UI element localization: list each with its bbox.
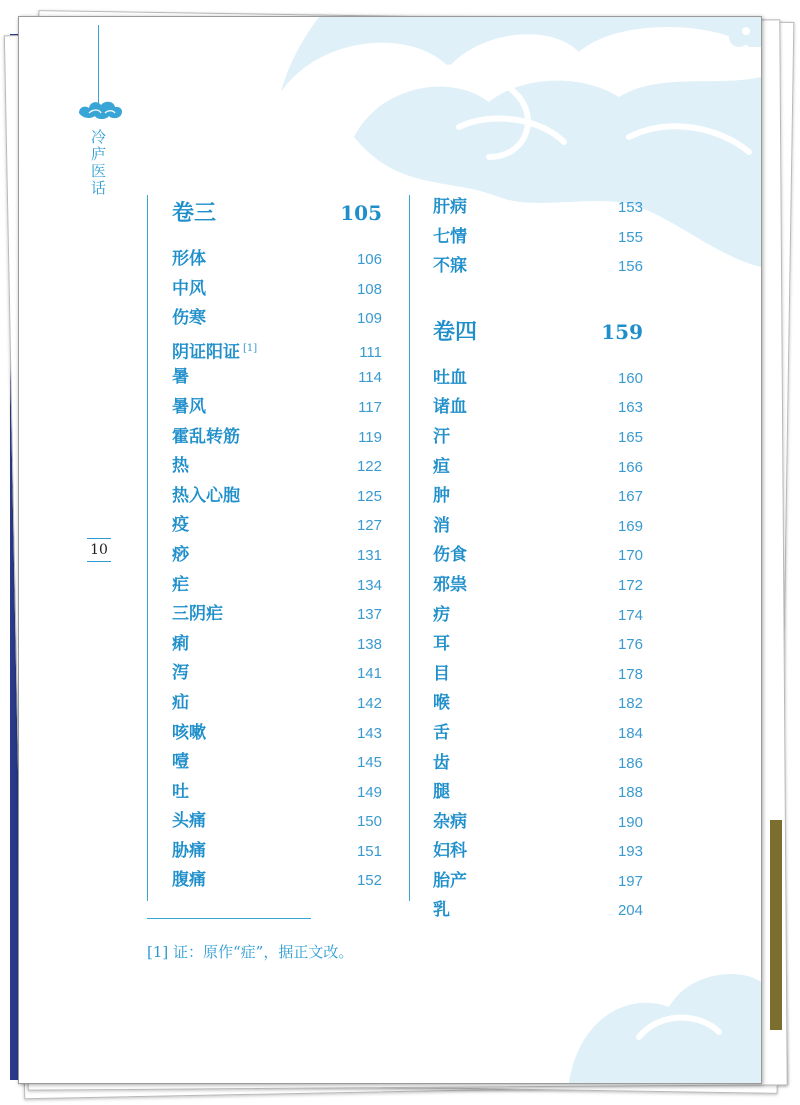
toc-entry-page: 176 (617, 636, 643, 654)
toc-entry-title: 霍乱转筋 (172, 426, 240, 447)
toc-entry[interactable] (433, 630, 643, 660)
toc-entry-title: 疸 (433, 456, 450, 477)
toc-entry[interactable] (433, 393, 643, 423)
toc-entry-title: 消 (433, 515, 450, 536)
toc-entry[interactable] (433, 541, 643, 571)
toc-entry[interactable] (433, 601, 643, 631)
toc-entry-page: 141 (356, 665, 382, 683)
toc-entry[interactable] (433, 749, 643, 779)
cloud-ornament-icon (75, 97, 127, 123)
toc-entry[interactable] (172, 571, 382, 601)
toc-entry[interactable] (433, 423, 643, 453)
running-title: 冷庐医话 (89, 129, 107, 197)
toc-entry[interactable] (433, 837, 643, 867)
toc-entry[interactable] (433, 252, 643, 282)
toc-entry-title: 吐 (172, 781, 189, 802)
toc-entry[interactable] (172, 245, 382, 275)
toc-entry-title: 暑风 (172, 396, 206, 417)
toc-entry-page: 163 (617, 399, 643, 417)
toc-entry-title: 痧 (172, 544, 189, 565)
toc-entry-page: 142 (356, 694, 382, 712)
toc-entry-title: 肿 (433, 486, 450, 507)
toc-entry[interactable] (433, 453, 643, 483)
toc-entry[interactable] (433, 778, 643, 808)
toc-volume-heading[interactable] (172, 193, 382, 245)
toc-entry-page: 111 (359, 344, 382, 362)
toc-entry-page: 197 (617, 872, 643, 890)
toc-entry-page: 167 (617, 488, 643, 506)
toc-entry-title: 暑 (172, 367, 189, 388)
toc-entry-title: 胁痛 (172, 840, 206, 861)
volume-title: 卷四 (433, 318, 478, 345)
toc-entry-page: 165 (617, 428, 643, 446)
toc-entry-title: 七情 (433, 226, 467, 247)
toc-entry-title: 腹痛 (172, 870, 206, 891)
toc-entry-page: 155 (617, 228, 643, 246)
toc-entry-title: 疠 (433, 604, 450, 625)
toc-entry-page: 114 (358, 369, 382, 387)
toc-volume-heading[interactable] (433, 312, 643, 364)
toc-entry[interactable] (172, 866, 382, 896)
toc-entry-page: 131 (356, 546, 382, 564)
volume-page: 159 (601, 319, 643, 344)
toc-entry-page: 178 (617, 665, 643, 683)
toc-entry-page: 193 (617, 843, 643, 861)
section-gap (433, 282, 643, 312)
toc-entry-title: 汗 (433, 426, 450, 447)
toc-entry[interactable] (433, 867, 643, 897)
toc-entry[interactable] (172, 423, 382, 453)
toc-entry-page: 143 (356, 724, 382, 742)
toc-entry-page: 170 (617, 547, 643, 565)
toc-entry-title: 舌 (433, 722, 450, 743)
toc-entry-title: 杂病 (433, 811, 467, 832)
toc-entry[interactable] (172, 452, 382, 482)
toc-entry-page: 174 (617, 606, 643, 624)
toc-entry[interactable] (172, 630, 382, 660)
toc-entry-page: 188 (617, 784, 643, 802)
toc-entry-page: 117 (358, 398, 382, 416)
toc-entry-page: 109 (356, 310, 382, 328)
toc-entry-title: 咳嗽 (172, 722, 206, 743)
toc-entry[interactable] (433, 512, 643, 542)
toc-entry-title: 伤食 (433, 545, 467, 566)
toc-entry-title: 喉 (433, 693, 450, 714)
toc-entry[interactable] (433, 719, 643, 749)
toc-entry[interactable] (433, 364, 643, 394)
toc-entry[interactable] (172, 511, 382, 541)
toc-entry[interactable] (433, 223, 643, 253)
toc-entry-page: 156 (617, 258, 643, 276)
toc-entry-page: 122 (356, 458, 382, 476)
toc-entry-page: 169 (617, 517, 643, 535)
toc-entry[interactable] (433, 808, 643, 838)
toc-entry-title: 妇科 (433, 841, 467, 862)
toc-entry-title: 乳 (433, 900, 450, 921)
footnote: [1] 证：原作“症”，据正文改。 (147, 943, 354, 961)
toc-entry-page: 149 (356, 783, 382, 801)
toc-column-left (172, 193, 382, 896)
toc-entry-title: 三阴疟 (172, 604, 223, 625)
toc-entry-page: 166 (617, 458, 643, 476)
toc-entry-title: 噎 (172, 752, 189, 773)
toc-entry-title: 头痛 (172, 811, 206, 832)
column-rule (147, 195, 148, 901)
toc-entry-page: 134 (356, 576, 382, 594)
toc-entry-page: 172 (617, 576, 643, 594)
toc-entry-title: 泻 (172, 663, 189, 684)
toc-entry-title: 形体 (172, 249, 206, 269)
toc-column-right (433, 193, 643, 926)
toc-entry-page: 119 (358, 428, 382, 446)
toc-entry-page: 151 (356, 842, 382, 860)
page-stack-edge (770, 820, 782, 1030)
toc-entry-page: 145 (356, 754, 382, 772)
toc-entry-page: 204 (617, 902, 643, 920)
toc-entry-page: 160 (617, 369, 643, 387)
toc-entry-title: 疝 (172, 692, 189, 713)
toc-entry-title: 热入心胞 (172, 485, 240, 506)
toc-entry-page: 152 (356, 872, 382, 890)
footnote-reference[interactable]: [1] (243, 342, 258, 354)
volume-page: 105 (340, 201, 382, 225)
toc-entry[interactable] (172, 807, 382, 837)
toc-entry[interactable] (172, 334, 382, 364)
toc-entry-page: 182 (617, 695, 643, 713)
toc-entry[interactable] (172, 748, 382, 778)
toc-entry-title: 齿 (433, 752, 450, 773)
toc-entry-page: 137 (356, 606, 382, 624)
toc-entry[interactable] (172, 719, 382, 749)
toc-entry[interactable] (172, 600, 382, 630)
toc-entry-page: 150 (356, 813, 382, 831)
toc-entry[interactable] (172, 541, 382, 571)
volume-title: 卷三 (172, 200, 217, 226)
toc-entry[interactable] (172, 482, 382, 512)
footnote-rule (147, 918, 311, 919)
toc-entry-page: 186 (617, 754, 643, 772)
toc-entry[interactable] (433, 896, 643, 926)
toc-entry-title: 耳 (433, 634, 450, 655)
toc-entry[interactable] (433, 571, 643, 601)
toc-entry[interactable] (172, 689, 382, 719)
cloud-background-art (19, 17, 761, 1083)
toc-entry-title: 不寐 (433, 256, 467, 277)
toc-entry[interactable] (172, 304, 382, 334)
toc-entry-title: 痢 (172, 633, 189, 654)
toc-entry-title: 疫 (172, 515, 189, 536)
toc-entry[interactable] (433, 689, 643, 719)
toc-entry[interactable] (172, 778, 382, 808)
toc-entry[interactable] (433, 482, 643, 512)
ornament-hang-line (98, 25, 99, 105)
toc-entry[interactable] (172, 275, 382, 305)
toc-entry-page: 184 (617, 724, 643, 742)
toc-entry-title: 伤寒 (172, 308, 206, 329)
toc-entry-title: 目 (433, 663, 450, 684)
toc-entry[interactable] (172, 837, 382, 867)
page-number: 10 (87, 538, 111, 562)
toc-entry-page: 127 (356, 517, 382, 535)
toc-entry[interactable] (433, 193, 643, 223)
toc-entry-page: 153 (617, 199, 643, 216)
column-rule (409, 195, 410, 901)
toc-entry[interactable] (433, 660, 643, 690)
toc-entry-title: 诸血 (433, 397, 467, 418)
toc-entry-title: 热 (172, 456, 189, 477)
toc-entry-title: 疟 (172, 574, 189, 595)
toc-entry-title: 吐血 (433, 367, 467, 388)
toc-entry-title: 胎产 (433, 870, 467, 891)
toc-entry-title: 肝病 (433, 197, 467, 217)
toc-entry-page: 190 (617, 813, 643, 831)
toc-entry-page: 108 (356, 280, 382, 298)
toc-entry-title: 腿 (433, 782, 450, 803)
toc-entry-page: 106 (356, 251, 382, 268)
toc-entry-page: 125 (356, 487, 382, 505)
toc-entry[interactable] (172, 393, 382, 423)
toc-entry-title: 中风 (172, 278, 206, 299)
toc-entry-page: 138 (356, 635, 382, 653)
toc-entry-title: 邪祟 (433, 574, 467, 595)
toc-entry[interactable] (172, 659, 382, 689)
book-page (18, 16, 762, 1084)
toc-entry-title-text: 阴证阳证 (172, 342, 240, 363)
